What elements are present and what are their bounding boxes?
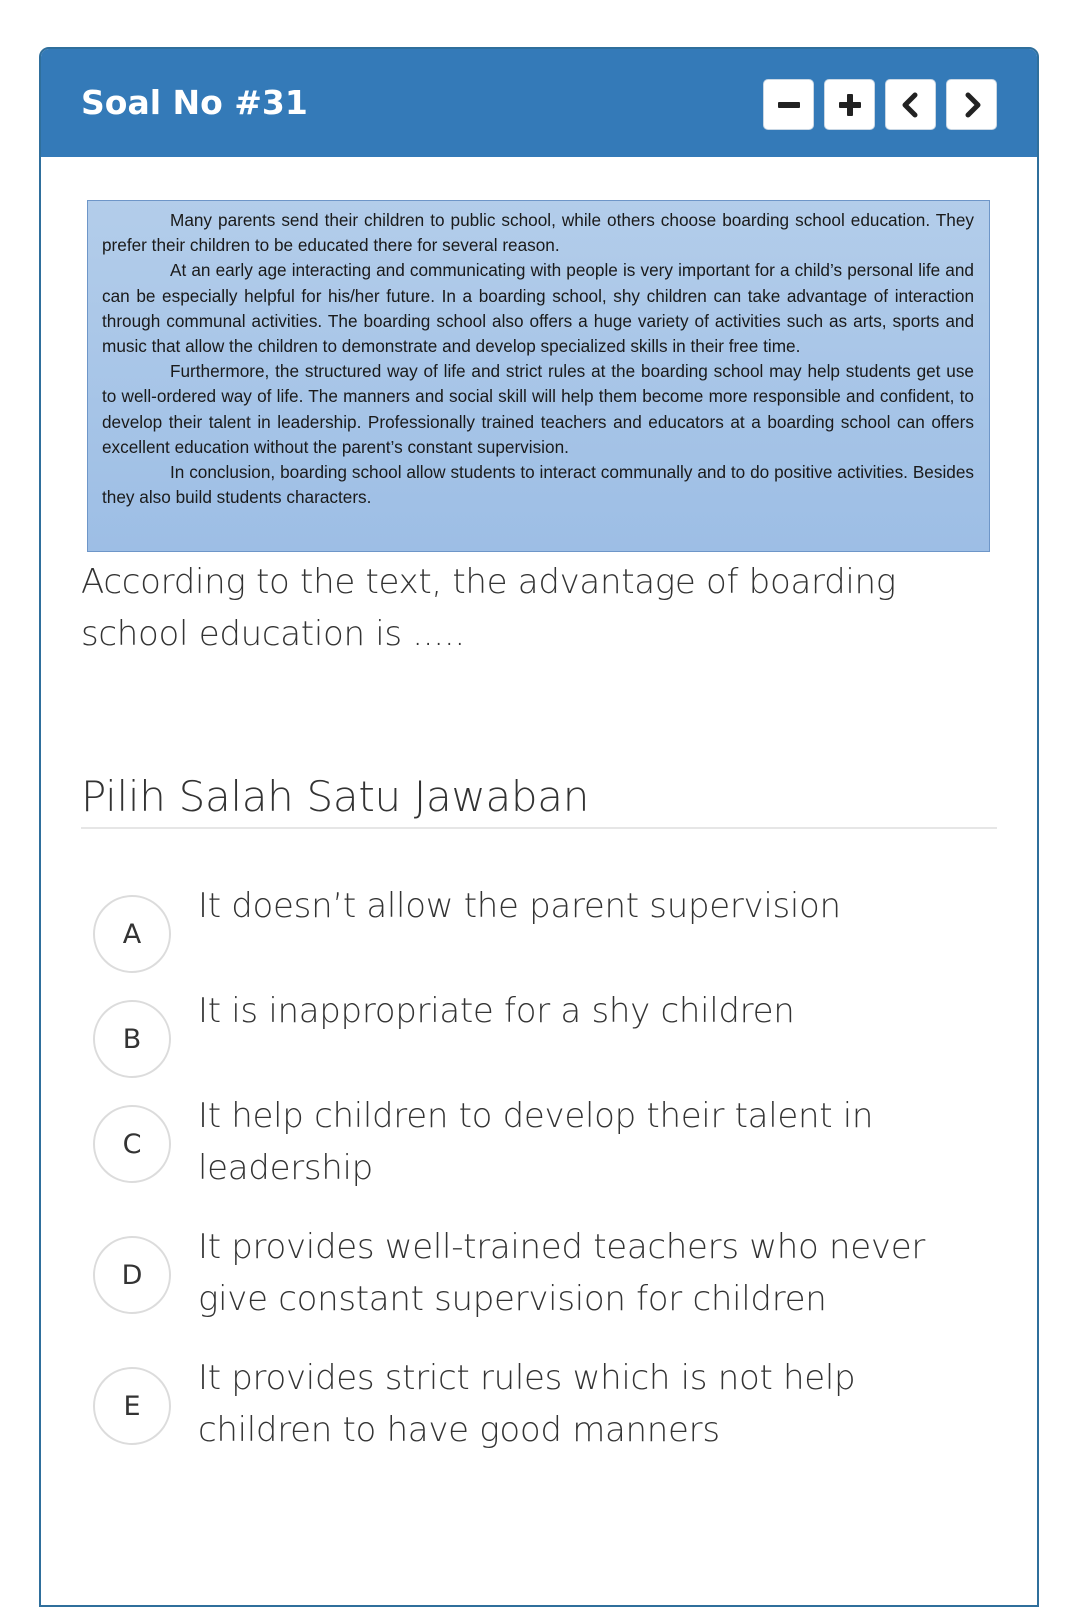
passage-paragraph: In conclusion, boarding school allow students to interact communally and to do positive activities. Besides they also build students characters. xyxy=(102,462,974,508)
answer-option-e[interactable] xyxy=(93,1358,997,1498)
option-letter-a[interactable]: A xyxy=(93,895,171,973)
card-header xyxy=(41,49,1037,157)
question-card xyxy=(39,47,1039,1607)
option-text-e[interactable]: It provides strict rules which is not help children to have good manners xyxy=(198,1358,856,1450)
question-text: According to the text, the advantage of boarding school education is ..... xyxy=(81,562,896,654)
passage-paragraph: At an early age interacting and communicating with people is very important for a child’s personal life and can be especially helpful for his/her future. In a boarding school, shy children can take advantage of interaction through communal activities. The boarding school also offers a huge variety of activities such as arts, sports and music that allow the children to demonstrate and develop specialized skills in their free time. xyxy=(102,260,974,357)
minus-icon xyxy=(776,92,802,118)
plus-icon xyxy=(837,92,863,118)
chevron-right-icon xyxy=(959,92,985,118)
option-letter-c[interactable]: C xyxy=(93,1105,171,1183)
passage-paragraph: Many parents send their children to public school, while others choose boarding school education. They prefer their children to be educated there for several reason. xyxy=(102,210,974,256)
option-letter-d[interactable]: D xyxy=(93,1236,171,1314)
zoom-in-button[interactable] xyxy=(824,79,875,130)
next-button[interactable] xyxy=(946,79,997,130)
toolbar xyxy=(763,79,997,130)
answer-section-title: Pilih Salah Satu Jawaban xyxy=(81,772,590,821)
answer-option-d[interactable] xyxy=(93,1227,997,1367)
option-text-c[interactable]: It help children to develop their talent in leadership xyxy=(198,1096,874,1188)
section-divider xyxy=(81,827,997,829)
answer-options xyxy=(93,886,997,1498)
chevron-left-icon xyxy=(898,92,924,118)
question-number-title: Soal No #31 xyxy=(81,83,308,122)
option-text-d[interactable]: It provides well-trained teachers who never give constant supervision for children xyxy=(198,1227,925,1319)
zoom-out-button[interactable] xyxy=(763,79,814,130)
option-letter-b[interactable]: B xyxy=(93,1000,171,1078)
option-letter-e[interactable]: E xyxy=(93,1367,171,1445)
passage-paragraph: Furthermore, the structured way of life and strict rules at the boarding school may help students get use to well-ordered way of life. The manners and social skill will help them become more responsible and confident, to develop their talent in leadership. Professionally trained teachers and educators at a boarding school can offers excellent education without the parent’s constant supervision. xyxy=(102,361,974,457)
option-text-b[interactable]: It is inappropriate for a shy children xyxy=(198,991,795,1031)
answer-option-c[interactable] xyxy=(93,1096,997,1236)
previous-button[interactable] xyxy=(885,79,936,130)
reading-passage xyxy=(87,200,990,552)
option-text-a[interactable]: It doesn’t allow the parent supervision xyxy=(198,886,841,926)
